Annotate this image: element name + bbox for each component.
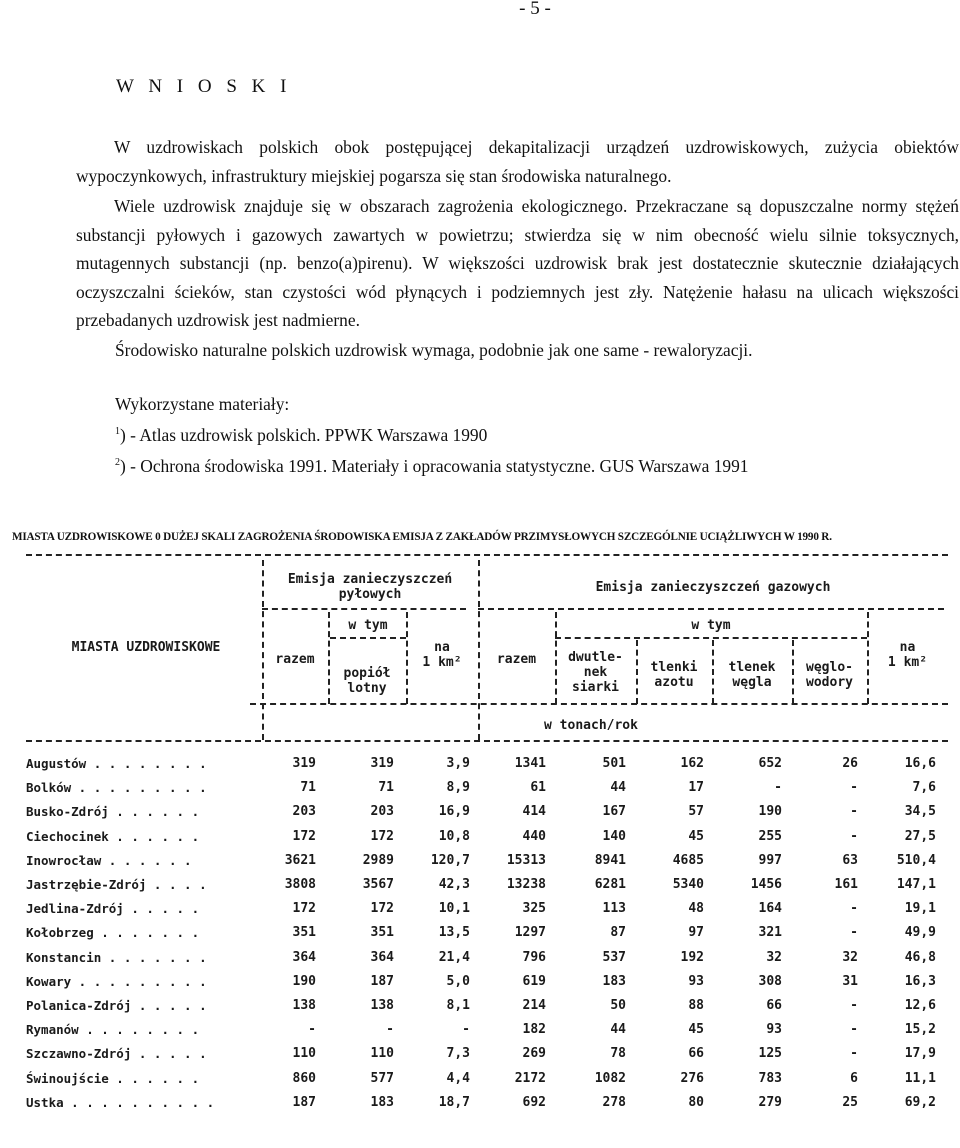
cell-dust-total: 364: [292, 949, 316, 965]
cell-hc: -: [850, 901, 858, 917]
gas-wtym-rule: [555, 637, 867, 639]
cell-dust-per-km: 8,9: [446, 780, 470, 796]
header-unit: w tonach/rok: [544, 718, 638, 733]
cell-gas-total: 2172: [514, 1070, 546, 1086]
cell-dust-total: 71: [300, 780, 316, 796]
cell-dust-total: 187: [292, 1094, 316, 1110]
cell-dust-ash: 172: [370, 828, 394, 844]
cell-gas-total: 214: [522, 998, 546, 1013]
ref-2-number: 2: [115, 457, 120, 468]
ref-2-text: ) - Ochrona środowiska 1991. Materiały i opracowania statystyczne. GUS Warszawa 1991: [120, 456, 749, 476]
cell-gas-per-km: 34,5: [904, 804, 936, 820]
cell-hc: -: [850, 925, 858, 941]
cell-co: 190: [758, 804, 782, 820]
header-dust-group: Emisja zanieczyszczeń pyłowych: [287, 572, 453, 602]
cell-dust-ash: 2989: [362, 852, 394, 868]
cell-dust-per-km: -: [462, 1022, 470, 1038]
city-name: Bolków . . . . . . . . .: [26, 780, 207, 796]
cell-dust-per-km: 3,9: [446, 756, 470, 771]
cell-dust-per-km: 21,4: [438, 949, 470, 965]
cell-gas-total: 13238: [506, 877, 546, 892]
cell-dust-per-km: 7,3: [446, 1046, 470, 1062]
cell-dust-total: 203: [292, 804, 316, 820]
cell-gas-total: 325: [522, 901, 546, 917]
cell-nox: 88: [688, 998, 704, 1013]
cell-nox: 93: [688, 973, 704, 989]
cell-co: 308: [758, 973, 782, 989]
cell-nox: 66: [688, 1046, 704, 1062]
materials-list: [115, 390, 749, 480]
city-name: Świnoujście . . . . . .: [26, 1070, 200, 1086]
cell-gas-total: 692: [522, 1094, 546, 1110]
cell-gas-per-km: 15,2: [904, 1022, 936, 1038]
cell-co: 279: [758, 1094, 782, 1110]
cell-so2: 537: [602, 949, 626, 965]
ref-1-number: 1: [115, 426, 120, 437]
cell-co: 125: [758, 1046, 782, 1062]
cell-dust-total: 860: [292, 1070, 316, 1086]
cell-gas-total: 1341: [514, 756, 546, 771]
cell-gas-total: 1297: [514, 925, 546, 941]
cell-dust-per-km: 8,1: [446, 998, 470, 1013]
cell-dust-total: 172: [292, 828, 316, 844]
city-name: Augustów . . . . . . . .: [26, 756, 207, 771]
cell-gas-total: 269: [522, 1046, 546, 1062]
paragraph-1-text: W uzdrowiskach polskich obok postępującej dekapitalizacji urządzeń uzdrowiskowych, zużycia obiektów wypoczynkowych, infrastruktury miejskiej pogarsza się stan środowiska naturalnego.: [76, 137, 959, 186]
header-gas-per-km: na 1 km²: [887, 640, 928, 670]
header-cities: MIASTA UZDROWISKOWE: [71, 640, 221, 655]
cell-so2: 113: [602, 901, 626, 917]
cell-so2: 50: [610, 998, 626, 1013]
cell-hc: 26: [842, 756, 858, 771]
cell-hc: 31: [842, 973, 858, 989]
city-name: Inowrocław . . . . . .: [26, 852, 192, 868]
cell-dust-per-km: 120,7: [430, 852, 470, 868]
cell-gas-per-km: 147,1: [896, 877, 936, 892]
paragraph-2-text: Wiele uzdrowisk znajduje się w obszarach zagrożenia ekologicznego. Przekraczane są dopuszczalne normy stężeń substancji pyłowych i gazowych zawartych w powietrzu; stwierdza się w nim obecność wielu silnie toksycznych, mutagennych substancji (np. benzo(a)pirenu). W większości uzdrowisk brak jest dostatecznie skutecznie działających oczyszczalni ścieków, stan czystości wód płynących i podziemnych jest zły. Natężenie hałasu na ulicach większości przebadanych uzdrowisk jest nadmierne.: [76, 196, 959, 331]
cell-hc: 6: [850, 1070, 858, 1086]
materials-ref-1: [115, 418, 749, 449]
header-so2: dwutle- nek siarki: [568, 650, 623, 695]
cell-dust-ash: 577: [370, 1070, 394, 1086]
cell-dust-ash: 138: [370, 998, 394, 1013]
cell-nox: 276: [680, 1070, 704, 1086]
cell-so2: 140: [602, 828, 626, 844]
cell-nox: 162: [680, 756, 704, 771]
city-name: Ciechocinek . . . . . .: [26, 828, 200, 844]
cell-gas-per-km: 7,6: [912, 780, 936, 796]
city-name: Jastrzębie-Zdrój . . . .: [26, 877, 207, 892]
cell-gas-total: 619: [522, 973, 546, 989]
cell-dust-total: -: [308, 1022, 316, 1038]
cell-hc: -: [850, 828, 858, 844]
cell-dust-total: 319: [292, 756, 316, 771]
cell-nox: 80: [688, 1094, 704, 1110]
cell-nox: 45: [688, 828, 704, 844]
cell-gas-total: 15313: [506, 852, 546, 868]
table-top-rule: [26, 554, 948, 556]
cell-dust-ash: 319: [370, 756, 394, 771]
cell-gas-per-km: 12,6: [904, 998, 936, 1013]
cell-gas-total: 182: [522, 1022, 546, 1038]
cell-co: 32: [766, 949, 782, 965]
header-bottom-rule: [250, 703, 948, 705]
cell-gas-per-km: 49,9: [904, 925, 936, 941]
cell-dust-ash: 172: [370, 901, 394, 917]
city-name: Kołobrzeg . . . . . . .: [26, 925, 200, 941]
cell-nox: 57: [688, 804, 704, 820]
unit-rule: [26, 740, 948, 742]
cell-so2: 8941: [594, 852, 626, 868]
cell-gas-per-km: 19,1: [904, 901, 936, 917]
cell-co: -: [774, 780, 782, 796]
paragraph-1: [76, 133, 959, 190]
cell-dust-per-km: 18,7: [438, 1094, 470, 1110]
cell-nox: 5340: [672, 877, 704, 892]
cell-gas-total: 440: [522, 828, 546, 844]
cell-dust-per-km: 5,0: [446, 973, 470, 989]
header-dust-wtym: w tym: [348, 618, 388, 633]
cell-dust-total: 110: [292, 1046, 316, 1062]
cell-so2: 87: [610, 925, 626, 941]
cell-co: 1456: [750, 877, 782, 892]
cell-hc: -: [850, 804, 858, 820]
cell-so2: 44: [610, 780, 626, 796]
cell-co: 93: [766, 1022, 782, 1038]
header-dust-total: razem: [275, 652, 315, 667]
cell-nox: 192: [680, 949, 704, 965]
cell-dust-total: 3808: [284, 877, 316, 892]
cell-dust-total: 190: [292, 973, 316, 989]
cell-gas-per-km: 11,1: [904, 1070, 936, 1086]
city-name: Jedlina-Zdrój . . . . .: [26, 901, 200, 917]
cell-gas-per-km: 46,8: [904, 949, 936, 965]
cell-co: 321: [758, 925, 782, 941]
cell-nox: 48: [688, 901, 704, 917]
header-gas-group: Emisja zanieczyszczeń gazowych: [595, 580, 831, 595]
cell-co: 652: [758, 756, 782, 771]
cell-dust-ash: 203: [370, 804, 394, 820]
cell-so2: 78: [610, 1046, 626, 1062]
cell-nox: 17: [688, 780, 704, 796]
cell-gas-per-km: 69,2: [904, 1094, 936, 1110]
cell-so2: 183: [602, 973, 626, 989]
cell-gas-per-km: 16,6: [904, 756, 936, 771]
cell-hc: 32: [842, 949, 858, 965]
cell-hc: 161: [834, 877, 858, 892]
gas-group-rule: [478, 608, 944, 610]
cell-gas-per-km: 16,3: [904, 973, 936, 989]
cell-dust-ash: 351: [370, 925, 394, 941]
cell-dust-per-km: 16,9: [438, 804, 470, 820]
page-heading: W N I O S K I: [116, 76, 292, 97]
cell-so2: 44: [610, 1022, 626, 1038]
cell-dust-ash: 364: [370, 949, 394, 965]
cell-hc: 63: [842, 852, 858, 868]
dust-group-rule: [262, 608, 466, 610]
cell-dust-total: 3621: [284, 852, 316, 868]
city-name: Polanica-Zdrój . . . . .: [26, 998, 207, 1013]
cell-dust-ash: 110: [370, 1046, 394, 1062]
cell-gas-per-km: 510,4: [896, 852, 936, 868]
cell-dust-total: 172: [292, 901, 316, 917]
cell-hc: -: [850, 1046, 858, 1062]
cell-so2: 6281: [594, 877, 626, 892]
cell-nox: 45: [688, 1022, 704, 1038]
cell-dust-ash: 3567: [362, 877, 394, 892]
cell-gas-total: 414: [522, 804, 546, 820]
header-dust-ash: popiół lotny: [343, 666, 391, 696]
cell-co: 66: [766, 998, 782, 1013]
city-name: Ustka . . . . . . . . . .: [26, 1094, 215, 1110]
cell-co: 164: [758, 901, 782, 917]
table-title: MIASTA UZDROWISKOWE 0 DUŻEJ SKALI ZAGROŻENIA ŚRODOWISKA EMISJA Z ZAKŁADÓW PRZIMYSŁOWYCH SZCZEGÓLNIE UCIĄŻLIWYCH W 1990 R.: [12, 531, 832, 543]
materials-ref-2: [115, 449, 749, 480]
cell-dust-per-km: 4,4: [446, 1070, 470, 1086]
header-gas-total: razem: [496, 652, 537, 667]
cell-dust-ash: -: [386, 1022, 394, 1038]
cell-hc: -: [850, 1022, 858, 1038]
dust-wtym-rule: [330, 637, 406, 639]
ref-1-text: ) - Atlas uzdrowisk polskich. PPWK Warszawa 1990: [120, 425, 488, 445]
header-hc: węglo- wodory: [806, 660, 853, 690]
cell-nox: 4685: [672, 852, 704, 868]
cell-dust-per-km: 13,5: [438, 925, 470, 941]
cell-co: 783: [758, 1070, 782, 1086]
header-nox: tlenki azotu: [650, 660, 698, 690]
cell-so2: 278: [602, 1094, 626, 1110]
cell-gas-per-km: 17,9: [904, 1046, 936, 1062]
cell-dust-ash: 187: [370, 973, 394, 989]
cell-hc: -: [850, 998, 858, 1013]
cell-gas-total: 796: [522, 949, 546, 965]
cell-dust-per-km: 42,3: [438, 877, 470, 892]
cell-so2: 1082: [594, 1070, 626, 1086]
paragraph-3: Środowisko naturalne polskich uzdrowisk wymaga, podobnie jak one same - rewaloryzacji.: [115, 340, 753, 360]
cell-hc: -: [850, 780, 858, 796]
cell-gas-total: 61: [530, 780, 546, 796]
cell-dust-per-km: 10,1: [438, 901, 470, 917]
cell-dust-per-km: 10,8: [438, 828, 470, 844]
header-gas-wtym: w tym: [691, 618, 731, 633]
cell-gas-per-km: 27,5: [904, 828, 936, 844]
cell-so2: 167: [602, 804, 626, 820]
paragraph-2: [76, 192, 959, 335]
header-co: tlenek węgla: [728, 660, 776, 690]
cell-so2: 501: [602, 756, 626, 771]
cell-dust-total: 138: [292, 998, 316, 1013]
cell-dust-ash: 71: [378, 780, 394, 796]
city-name: Szczawno-Zdrój . . . . .: [26, 1046, 207, 1062]
cell-co: 255: [758, 828, 782, 844]
emission-table: [0, 548, 960, 1148]
cell-hc: 25: [842, 1094, 858, 1110]
cell-nox: 97: [688, 925, 704, 941]
cell-co: 997: [758, 852, 782, 868]
cell-dust-ash: 183: [370, 1094, 394, 1110]
city-name: Konstancin . . . . . . .: [26, 949, 207, 965]
city-name: Rymanów . . . . . . . .: [26, 1022, 200, 1038]
materials-title: Wykorzystane materiały:: [115, 394, 290, 414]
page-number: - 5 -: [519, 0, 551, 19]
city-name: Busko-Zdrój . . . . . .: [26, 804, 200, 820]
cell-dust-total: 351: [292, 925, 316, 941]
header-dust-per-km: na 1 km²: [422, 640, 462, 670]
city-name: Kowary . . . . . . . . .: [26, 973, 207, 989]
